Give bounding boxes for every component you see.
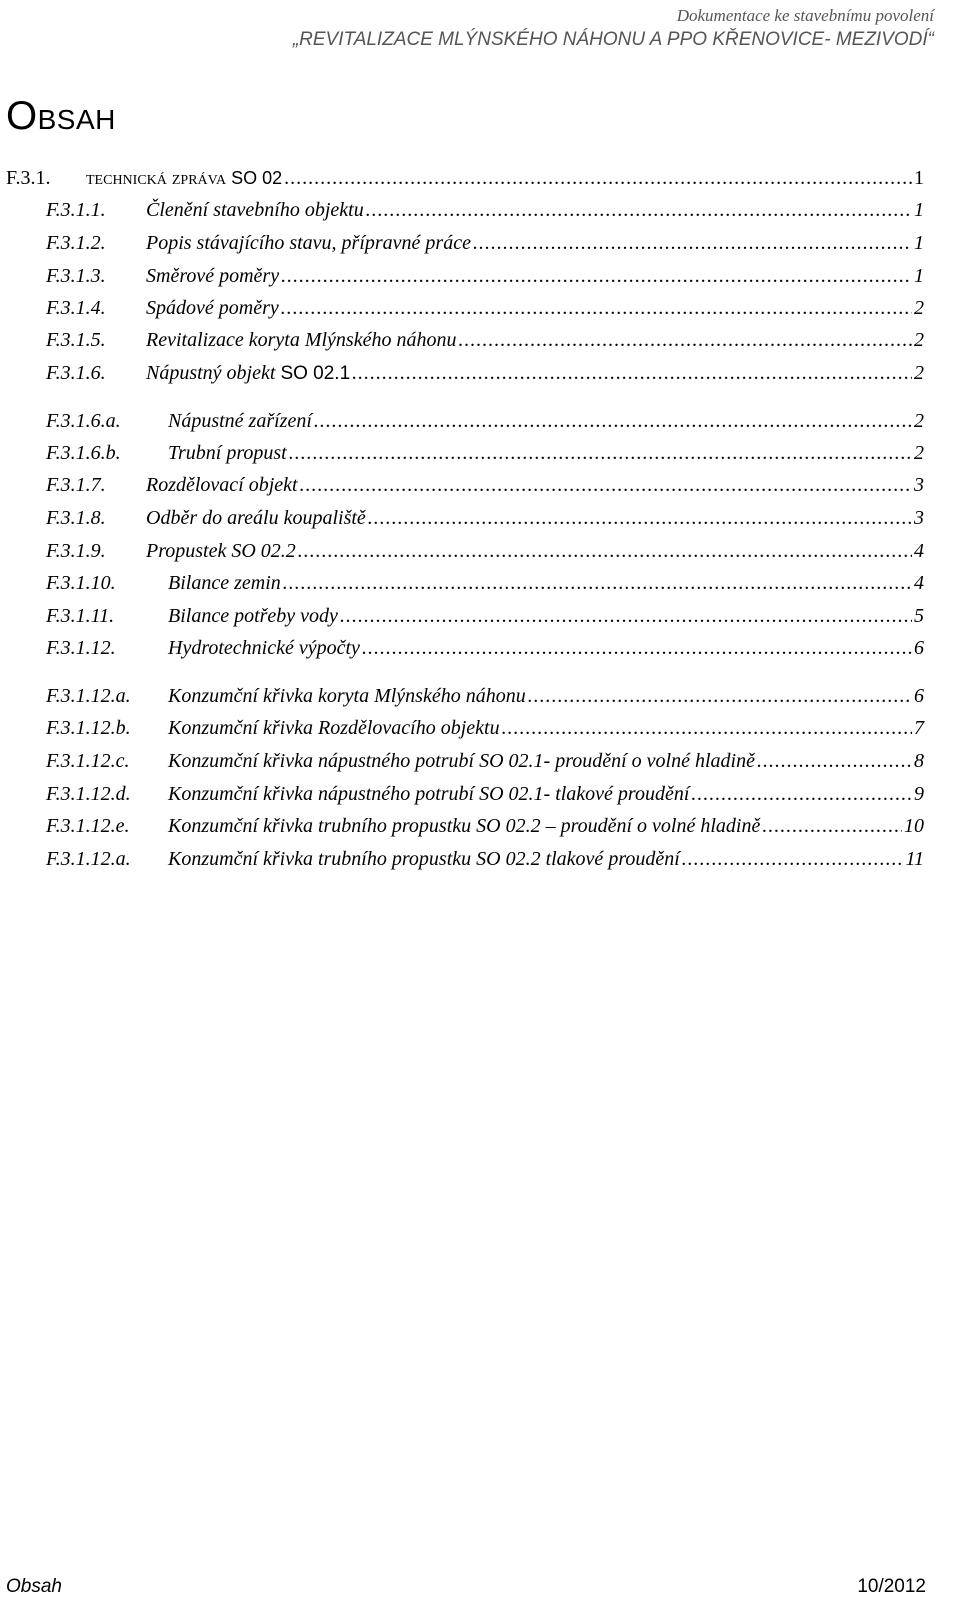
toc-entry-page: 1 — [914, 199, 924, 221]
toc-entry-title: Konzumční křivka trubního propustku SO 02.2 tlakové proudění — [168, 848, 680, 870]
footer-date: 10/2012 — [857, 1576, 926, 1597]
toc-entry-page: 7 — [914, 717, 924, 739]
toc-entry-number: F.3.1.5. — [46, 329, 106, 351]
toc-entry-title: Konzumční křivka trubního propustku SO 02.2 – proudění o volné hladině — [168, 815, 761, 837]
toc-entry-number: F.3.1.3. — [46, 265, 106, 287]
toc-entry-number: F.3.1.6.b. — [46, 442, 121, 464]
toc-entry-number: F.3.1.1. — [46, 199, 106, 221]
toc-entry-page: 8 — [914, 750, 924, 772]
toc-entry[interactable] — [46, 359, 924, 387]
toc-leader — [298, 537, 912, 565]
toc-entry[interactable] — [46, 812, 924, 840]
toc-entry-number: F.3.1.6.a. — [46, 410, 121, 432]
toc-entry[interactable] — [46, 714, 924, 742]
header-document-type: Dokumentace ke stavebnímu povolení — [676, 6, 934, 25]
toc-entry-title: Nápustný objekt SO 02.1 — [146, 362, 351, 384]
toc-entry-title: Popis stávajícího stavu, přípravné práce — [146, 232, 471, 254]
toc-leader — [502, 714, 912, 742]
toc-entry-number: F.3.1.12.b. — [46, 717, 131, 739]
toc-entry-number: F.3.1.12.d. — [46, 783, 131, 805]
toc-entry[interactable] — [46, 569, 924, 597]
toc-entry[interactable] — [46, 634, 924, 662]
toc-entry-title: Bilance zemin — [168, 572, 281, 594]
footer-section-name: Obsah — [6, 1576, 62, 1597]
toc-entry-title: Konzumční křivka koryta Mlýnského náhonu — [168, 685, 526, 707]
toc-entry-number: F.3.1.8. — [46, 507, 106, 529]
toc-entry[interactable] — [46, 196, 924, 224]
toc-entry[interactable] — [6, 164, 924, 192]
toc-entry[interactable] — [46, 780, 924, 808]
toc-leader — [528, 682, 912, 710]
toc-leader — [473, 229, 912, 257]
toc-entry-page: 4 — [914, 540, 924, 562]
toc-entry-title: Rozdělovací objekt — [146, 474, 298, 496]
toc-entry[interactable] — [46, 407, 924, 435]
toc-entry-page: 3 — [914, 474, 924, 496]
toc-entry-title: Konzumční křivka Rozdělovacího objektu — [168, 717, 500, 739]
toc-entry-title: Propustek SO 02.2 — [146, 540, 296, 562]
toc-entry[interactable] — [46, 294, 924, 322]
toc-leader — [281, 262, 912, 290]
toc-entry-page: 2 — [914, 297, 924, 319]
toc-leader — [762, 812, 902, 840]
toc-leader — [368, 504, 912, 532]
toc-entry[interactable] — [46, 845, 924, 873]
document-header — [293, 4, 934, 52]
toc-entry-title: Směrové poměry — [146, 265, 280, 287]
toc-entry-title: Konzumční křivka nápustného potrubí SO 02.1- tlakové proudění — [168, 783, 690, 805]
toc-entry-number: F.3.1.6. — [46, 362, 106, 384]
toc-entry-title: Spádové poměry — [146, 297, 279, 319]
toc-leader — [691, 780, 912, 808]
toc-entry-number: F.3.1.2. — [46, 232, 106, 254]
toc-entry-page: 1 — [914, 167, 924, 189]
page-title: Obsah — [6, 94, 116, 138]
toc-entry-page: 9 — [914, 783, 924, 805]
toc-leader — [281, 294, 912, 322]
toc-entry-page: 11 — [905, 848, 924, 870]
toc-entry[interactable] — [46, 229, 924, 257]
toc-entry-page: 2 — [914, 362, 924, 384]
header-project-name: „REVITALIZACE MLÝNSKÉHO NÁHONU A PPO KŘENOVICE- MEZIVODÍ“ — [292, 29, 934, 50]
toc-entry[interactable] — [46, 326, 924, 354]
toc-entry-page: 2 — [914, 442, 924, 464]
toc-entry-title: Revitalizace koryta Mlýnského náhonu — [146, 329, 457, 351]
toc-entry-page: 1 — [914, 265, 924, 287]
toc-leader — [362, 634, 912, 662]
toc-entry-page: 6 — [914, 637, 924, 659]
toc-entry-number: F.3.1.11. — [46, 605, 115, 627]
toc-entry-number: F.3.1.12.a. — [46, 848, 131, 870]
toc-leader — [682, 845, 904, 873]
toc-entry-number: F.3.1.7. — [46, 474, 106, 496]
toc-entry-page: 2 — [914, 410, 924, 432]
toc-entry-page: 1 — [914, 232, 924, 254]
toc-entry-page: 4 — [914, 572, 924, 594]
toc-leader — [283, 569, 912, 597]
toc-leader — [366, 196, 912, 224]
toc-entry-page: 3 — [914, 507, 924, 529]
toc-entry-number: F.3.1.12.e. — [46, 815, 130, 837]
toc-entry-title: Odběr do areálu koupaliště — [146, 507, 366, 529]
toc-leader — [458, 326, 912, 354]
toc-entry-number: F.3.1. — [6, 167, 51, 189]
toc-entry[interactable] — [46, 602, 924, 630]
toc-leader — [289, 439, 912, 467]
toc-entry[interactable] — [46, 504, 924, 532]
toc-entry-number: F.3.1.10. — [46, 572, 116, 594]
toc-entry-page: 6 — [914, 685, 924, 707]
toc-entry-page: 2 — [914, 329, 924, 351]
toc-entry[interactable] — [46, 682, 924, 710]
toc-entry-page: 5 — [914, 605, 924, 627]
toc-entry-title: technická zpráva SO 02 — [86, 167, 283, 189]
toc-entry[interactable] — [46, 747, 924, 775]
toc-leader — [314, 407, 912, 435]
toc-leader — [340, 602, 912, 630]
toc-entry[interactable] — [46, 439, 924, 467]
toc-entry-page: 10 — [904, 815, 924, 837]
toc-entry-number: F.3.1.12.a. — [46, 685, 131, 707]
toc-entry-title: Hydrotechnické výpočty — [168, 637, 360, 659]
toc-entry[interactable] — [46, 537, 924, 565]
toc-entry-title: Konzumční křivka nápustného potrubí SO 02.1- proudění o volné hladině — [168, 750, 755, 772]
toc-entry-title: Členění stavebního objektu — [146, 199, 364, 221]
toc-entry-number: F.3.1.12. — [46, 637, 116, 659]
toc-entry-title: Nápustné zařízení — [168, 410, 312, 432]
toc-entry-number: F.3.1.4. — [46, 297, 106, 319]
toc-entry-title: Trubní propust — [168, 442, 287, 464]
toc-entry[interactable] — [46, 471, 924, 499]
toc-leader — [300, 471, 912, 499]
toc-entry-number: F.3.1.12.c. — [46, 750, 130, 772]
toc-leader — [757, 747, 912, 775]
toc-entry-number: F.3.1.9. — [46, 540, 106, 562]
toc-leader — [284, 164, 912, 192]
toc-entry-title: Bilance potřeby vody — [168, 605, 338, 627]
toc-leader — [352, 359, 912, 387]
toc-entry[interactable] — [46, 262, 924, 290]
